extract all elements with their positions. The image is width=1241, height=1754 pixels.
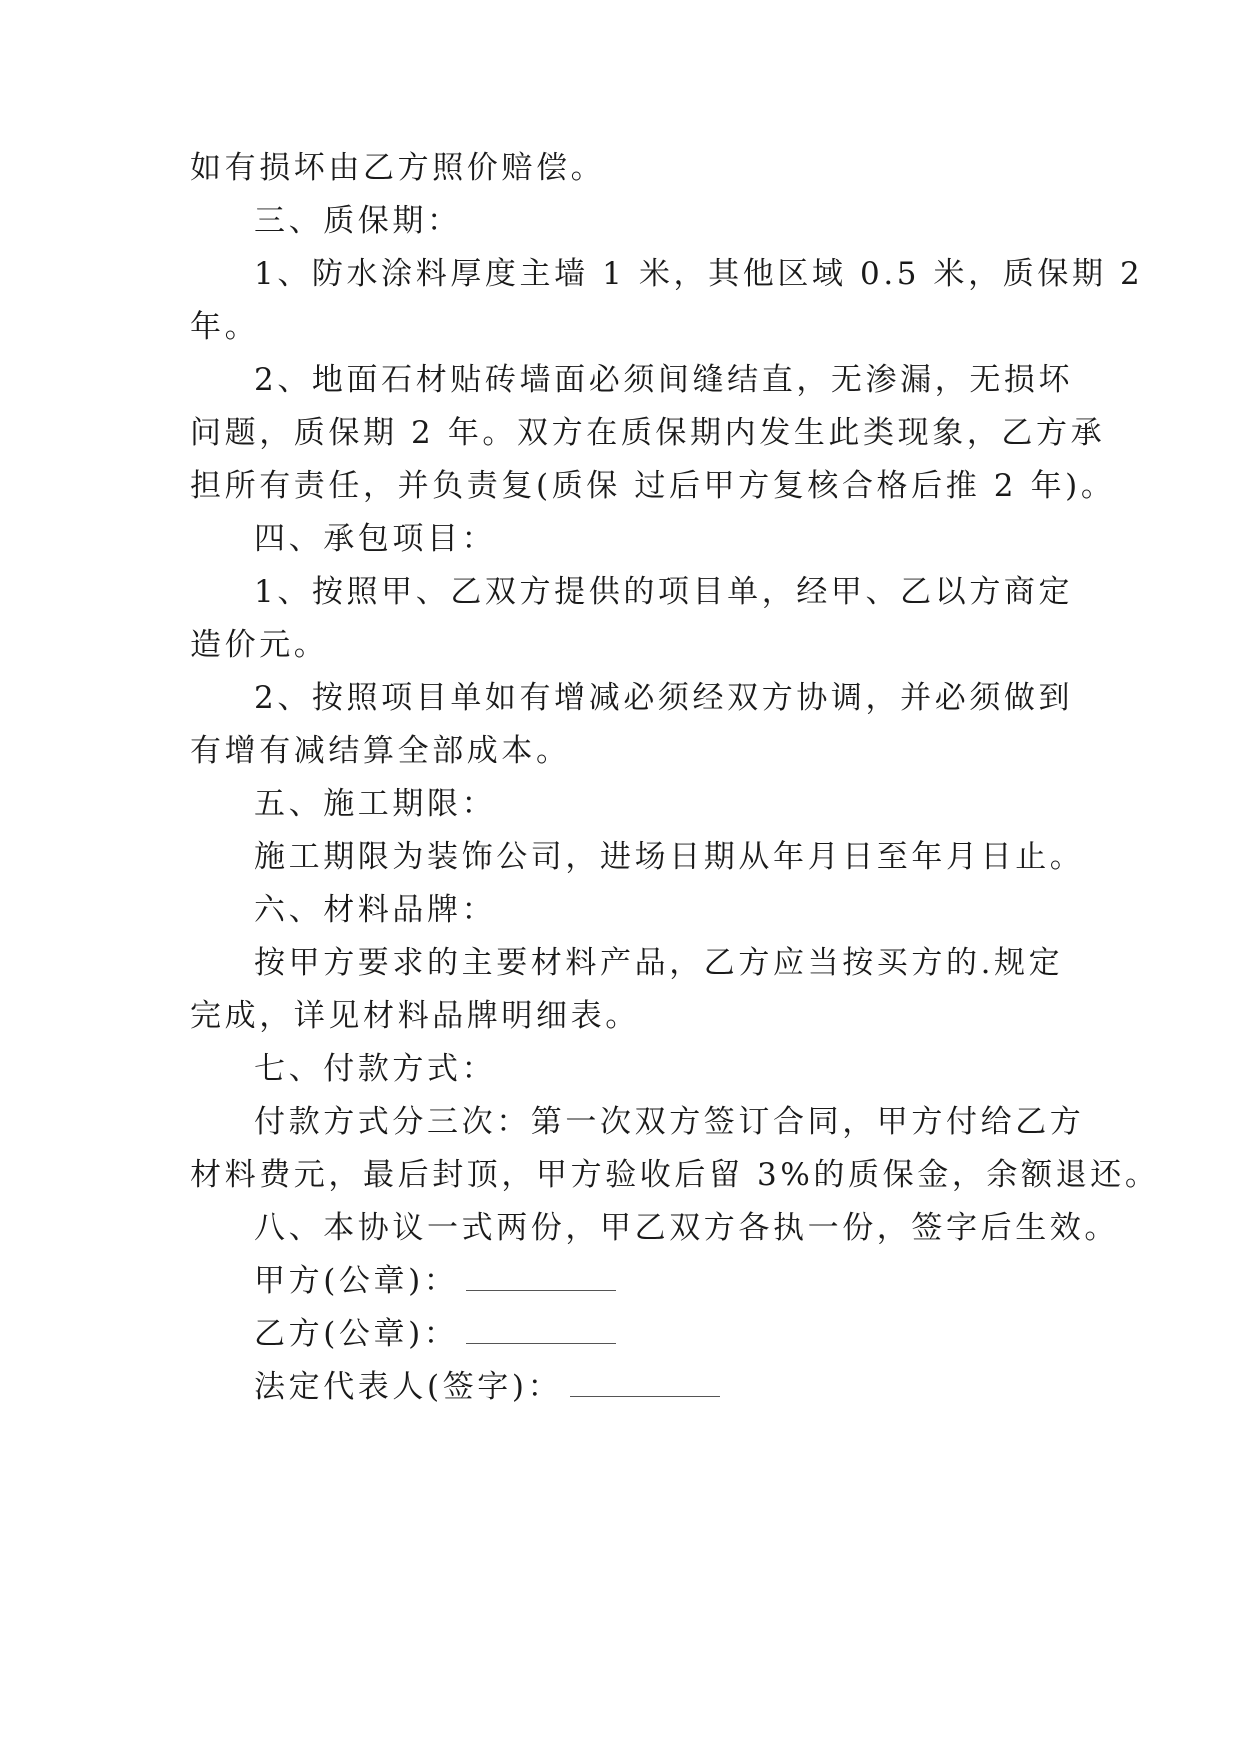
section-heading: 四、承包项目： bbox=[254, 521, 497, 557]
text-line: 付款方式分三次：第一次双方签订合同，甲方付给乙方 bbox=[254, 1104, 1085, 1140]
text-line: 年。 bbox=[190, 309, 260, 345]
section-heading: 三、质保期： bbox=[254, 203, 462, 239]
signature-label: 甲方(公章)： bbox=[254, 1263, 459, 1299]
text-line: 有增有减结算全部成本。 bbox=[190, 733, 571, 769]
text-line: 1、防水涂料厚度主墙 1 米，其他区域 0.5 米，质保期 2 bbox=[254, 256, 1144, 292]
signature-legal-rep bbox=[254, 1367, 1134, 1407]
signature-party-b bbox=[254, 1314, 1134, 1354]
text-line: 问题，质保期 2 年。双方在质保期内发生此类现象，乙方承 bbox=[190, 415, 1106, 451]
text-line: 材料费元，最后封顶，甲方验收后留 3%的质保金，余额退还。 bbox=[190, 1157, 1160, 1193]
text-line: 2、按照项目单如有增减必须经双方协调，并必须做到 bbox=[254, 680, 1074, 716]
section-heading: 六、材料品牌： bbox=[254, 892, 497, 928]
signature-blank bbox=[466, 1315, 616, 1344]
text-line: 担所有责任，并负责复(质保 过后甲方复核合格后推 2 年)。 bbox=[190, 468, 1116, 504]
signature-label: 乙方(公章)： bbox=[254, 1316, 459, 1352]
text-line: 造价元。 bbox=[190, 627, 329, 663]
signature-label: 法定代表人(签字)： bbox=[254, 1369, 563, 1405]
signature-party-a bbox=[254, 1261, 1134, 1301]
section-heading: 五、施工期限： bbox=[254, 786, 497, 822]
signature-blank bbox=[466, 1262, 616, 1291]
text-line: 2、地面石材贴砖墙面必须间缝结直，无渗漏，无损坏 bbox=[254, 362, 1074, 398]
text-line: 1、按照甲、乙双方提供的项目单，经甲、乙以方商定 bbox=[254, 574, 1074, 610]
text-line: 八、本协议一式两份，甲乙双方各执一份，签字后生效。 bbox=[254, 1210, 1119, 1246]
text-line: 如有损坏由乙方照价赔偿。 bbox=[190, 150, 606, 186]
text-line: 施工期限为装饰公司，进场日期从年月日至年月日止。 bbox=[254, 839, 1085, 875]
signature-blank bbox=[570, 1368, 720, 1397]
section-heading: 七、付款方式： bbox=[254, 1051, 497, 1087]
text-line: 按甲方要求的主要材料产品，乙方应当按买方的.规定 bbox=[254, 945, 1064, 981]
text-line: 完成，详见材料品牌明细表。 bbox=[190, 998, 640, 1034]
